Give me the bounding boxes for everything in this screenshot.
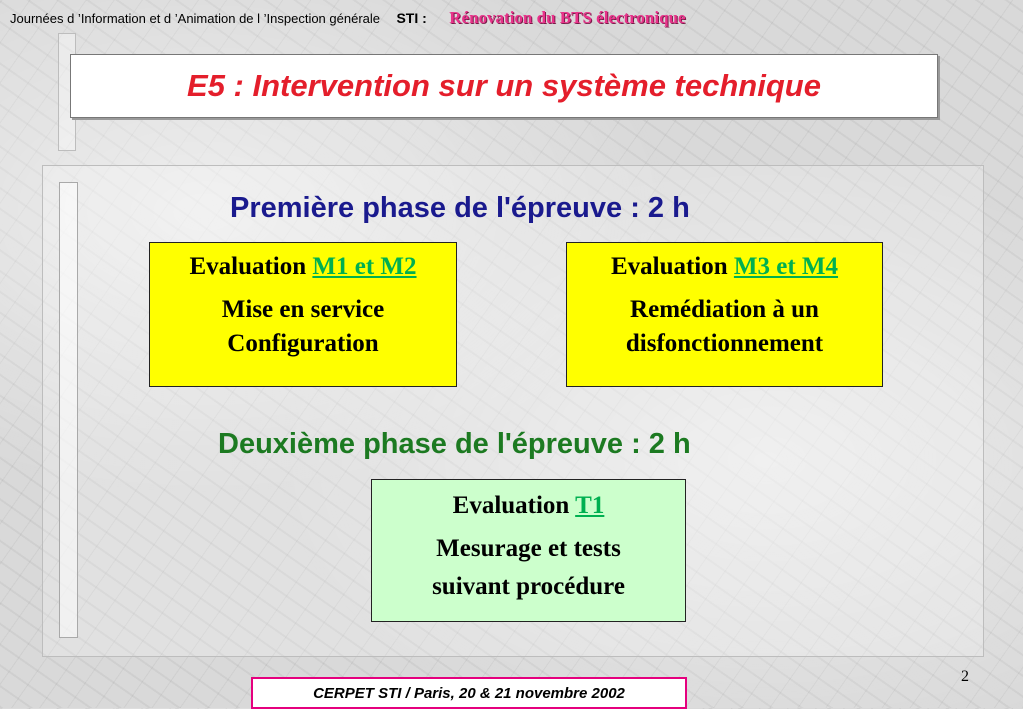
evaluation-description [567, 293, 882, 361]
description-line: suivant procédure [432, 573, 625, 600]
m1-m2-link[interactable]: M1 et M2 [312, 253, 417, 280]
description-line: Mesurage et tests [436, 535, 621, 562]
slide-title-box [70, 54, 938, 118]
footer-box [251, 677, 687, 709]
header-info-text: Journées d ’Information et d ’Animation de l ’Inspection générale [10, 11, 380, 26]
t1-link[interactable]: T1 [575, 492, 605, 519]
evaluation-description [372, 530, 685, 606]
footer-text: CERPET STI / Paris, 20 & 21 novembre 2002 [313, 684, 625, 702]
phase2-heading: Deuxième phase de l'épreuve : 2 h [218, 428, 691, 460]
description-line: Mise en service [221, 296, 385, 323]
header-brand-title: Rénovation du BTS électronique [449, 8, 686, 27]
evaluation-description [150, 293, 456, 361]
page-number: 2 [961, 668, 969, 685]
evaluation-heading [567, 253, 882, 281]
header-bar [10, 8, 1015, 30]
header-sti-label: STI : [396, 10, 427, 26]
decorative-bar-panel [59, 182, 78, 638]
evaluation-box-t1 [371, 479, 686, 622]
description-line: Configuration [227, 330, 379, 357]
phase1-heading: Première phase de l'épreuve : 2 h [230, 192, 690, 224]
evaluation-box-m3-m4 [566, 242, 883, 387]
evaluation-box-m1-m2 [149, 242, 457, 387]
evaluation-heading [150, 253, 456, 281]
description-line: Remédiation à un [630, 296, 819, 323]
evaluation-label: Evaluation [610, 253, 728, 280]
m3-m4-link[interactable]: M3 et M4 [733, 253, 839, 280]
evaluation-label: Evaluation [189, 253, 307, 280]
slide-title: E5 : Intervention sur un système technique [187, 68, 821, 103]
evaluation-label: Evaluation [452, 492, 570, 519]
description-line: disfonctionnement [625, 330, 824, 357]
evaluation-heading [372, 492, 685, 520]
